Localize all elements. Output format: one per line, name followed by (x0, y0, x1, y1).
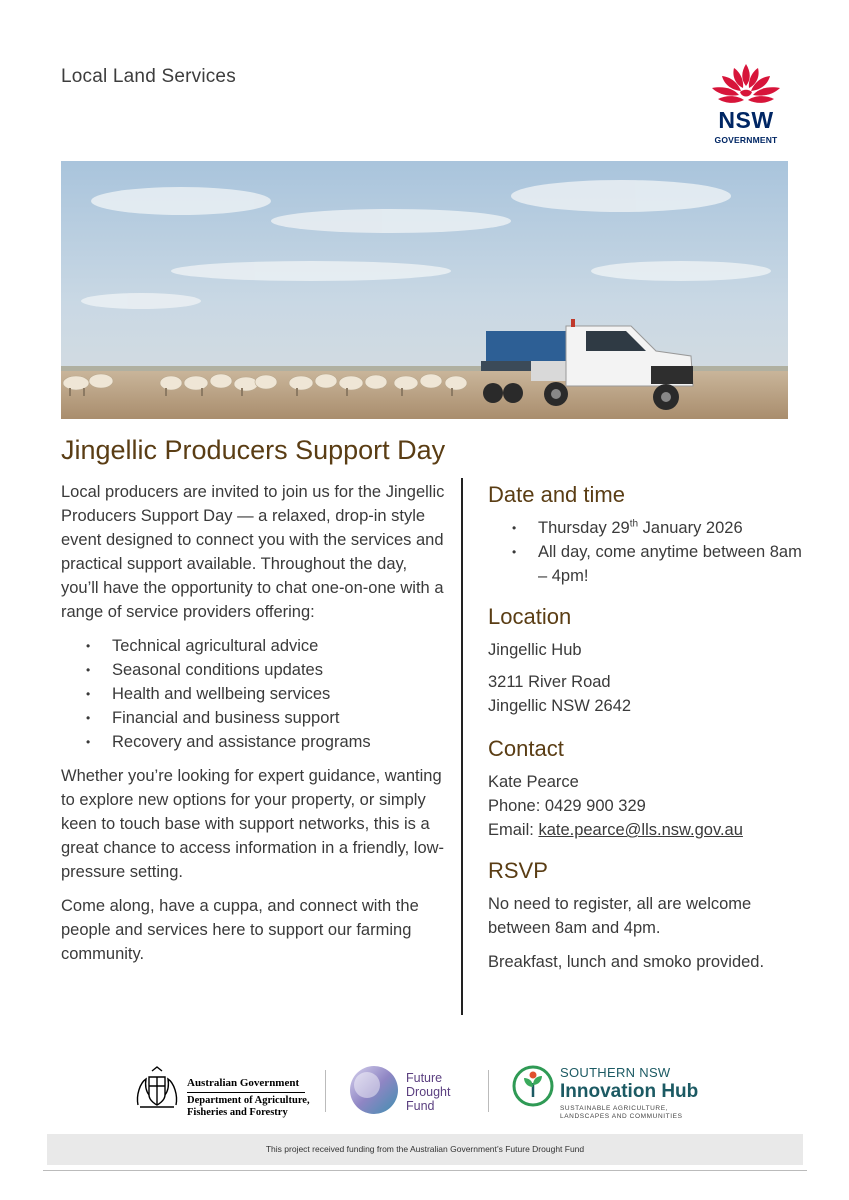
list-item: • Technical agricultural advice (86, 637, 319, 655)
date-time-heading: Date and time (488, 482, 625, 507)
list-item: • Recovery and assistance programs (86, 733, 371, 751)
town-address: Jingellic NSW 2642 (488, 697, 632, 715)
nsw-logo-text: NSW (718, 107, 774, 133)
innovation-hub-logo (512, 1060, 712, 1122)
hero-image (61, 161, 788, 419)
event-description (61, 480, 446, 976)
contact-section (488, 734, 808, 842)
rsvp-heading: RSVP (488, 858, 548, 883)
rsvp-section (488, 856, 808, 974)
nsw-logo-subtext: GOVERNMENT (714, 135, 778, 145)
street-address: 3211 River Road (488, 673, 611, 691)
hub-name-text: Innovation Hub (560, 1081, 699, 1102)
event-hours: • All day, come anytime between 8am – 4pm! (512, 543, 802, 585)
list-item: • Seasonal conditions updates (86, 661, 323, 679)
nsw-government-logo (704, 62, 788, 148)
future-drought-fund-logo (349, 1065, 469, 1119)
event-details (488, 480, 808, 984)
event-name-emphasis: Jingellic Producers Support Day (61, 483, 445, 525)
guidance-paragraph: Whether you’re looking for expert guidance, wanting to explore new options for your property, or simply keen to touch base with support networks, this is a great chance to access information in a friendly, low-pressure setting. (61, 767, 445, 881)
intro-paragraph: Local producers are invited to join us for the Jingellic Producers Support Day — a relaxed, drop-in style event designed to connect you with the services and practical support available. Throughout the day, you’ll have the opportunity to chat one-on-one with a range of service providers offering: (61, 483, 445, 621)
rsvp-registration: No need to register, all are welcome between 8am and 4pm. (488, 895, 752, 937)
coat-of-arms-icon (132, 1065, 182, 1111)
hub-region-text: SOUTHERN NSW (560, 1065, 671, 1080)
contact-phone: Phone: 0429 900 329 (488, 797, 646, 815)
funding-acknowledgement: This project received funding from the Australian Government’s Future Drought Fund (47, 1134, 803, 1165)
sprout-icon (512, 1065, 554, 1107)
rsvp-catering: Breakfast, lunch and smoko provided. (488, 953, 765, 971)
email-link[interactable]: kate.pearce@lls.nsw.gov.au (538, 821, 743, 839)
ag-gov-text: Australian Government (187, 1077, 300, 1089)
list-item: • Health and wellbeing services (86, 685, 331, 703)
bottom-rule (43, 1170, 807, 1171)
services-list (61, 634, 446, 754)
contact-email: Email: kate.pearce@lls.nsw.gov.au (488, 821, 743, 839)
page-title: Jingellic Producers Support Day (61, 435, 446, 465)
venue-name: Jingellic Hub (488, 641, 582, 659)
location-heading: Location (488, 604, 572, 629)
list-item: • Financial and business support (86, 709, 340, 727)
column-divider (461, 478, 463, 1015)
closing-paragraph: Come along, have a cuppa, and connect with the people and services here to support our farming community. (61, 897, 419, 963)
australian-government-logo (132, 1065, 312, 1118)
contact-heading: Contact (488, 736, 564, 761)
date-time-section (488, 480, 808, 588)
fdf-text: Future Drought Fund (406, 1071, 451, 1113)
waratah-icon (704, 62, 788, 108)
phone-number: 0429 900 329 (544, 797, 646, 815)
contact-name: Kate Pearce (488, 773, 579, 791)
footer-logos (0, 1055, 849, 1125)
location-section (488, 602, 808, 718)
drought-fund-orb-icon (349, 1065, 399, 1115)
event-date: • Thursday 29th January 2026 (512, 518, 743, 537)
ag-dept-text: Department of Agriculture, Fisheries and Forestry (187, 1095, 310, 1118)
org-name: Local Land Services (61, 66, 236, 87)
hub-tagline: SUSTAINABLE AGRICULTURE, LANDSCAPES AND COMMUNITIES (560, 1105, 683, 1120)
